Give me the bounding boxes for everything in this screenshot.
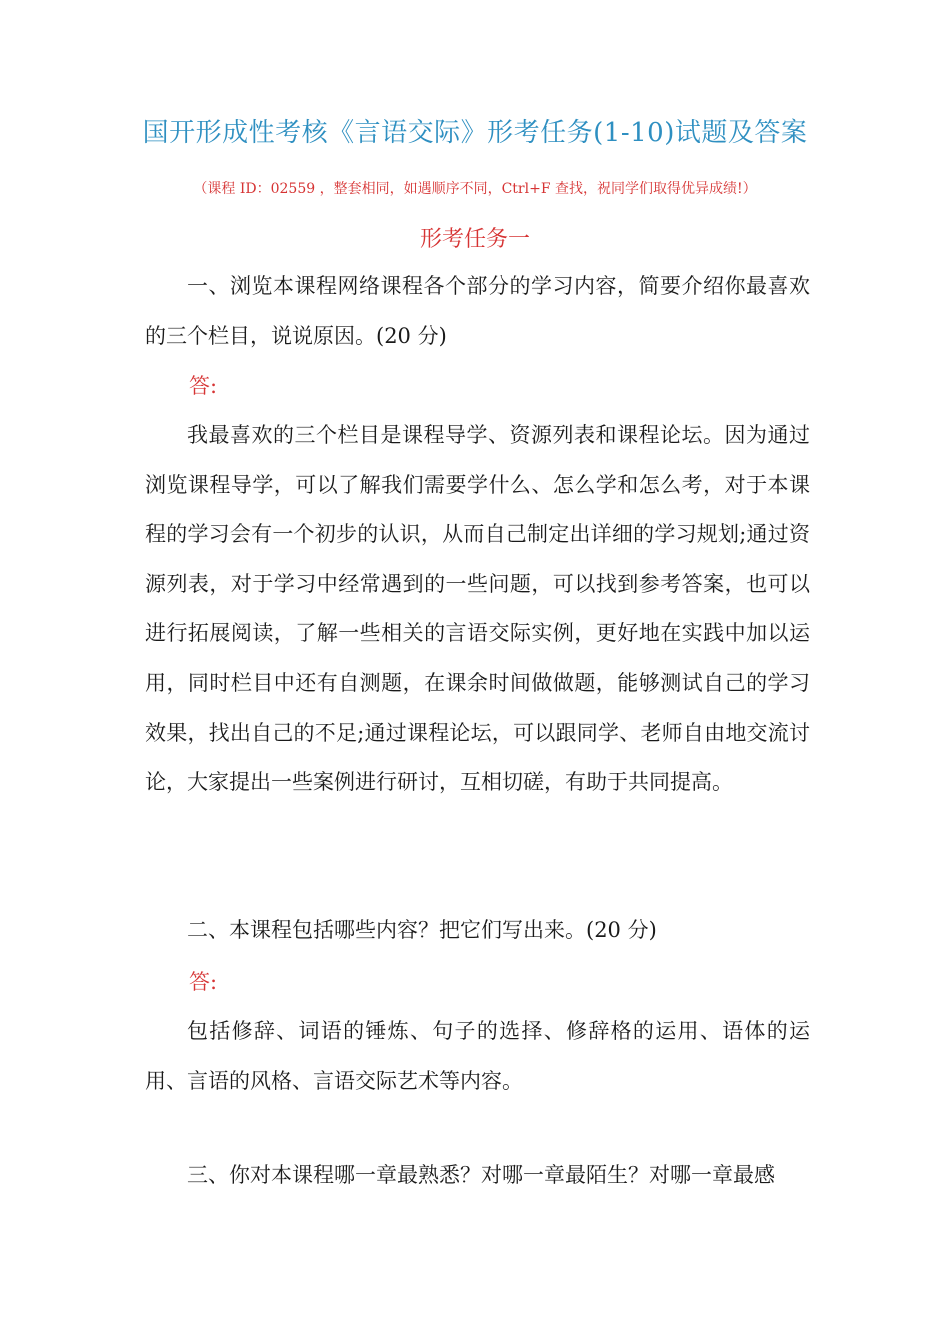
document-subtitle: （课程 ID：02559 ，整套相同，如遇顺序不同，Ctrl+F 查找，祝同学们取得优异成绩!）	[193, 181, 757, 197]
section-heading: 形考任务一	[419, 227, 530, 252]
question-3: 三、你对本课程哪一章最熟悉？对哪一章最陌生？对哪一章最感	[187, 1163, 775, 1187]
question-1: 一、浏览本课程网络课程各个部分的学习内容，简要介绍你最喜欢的三个栏目，说说原因。(20 分)	[145, 274, 810, 348]
answer-1: 我最喜欢的三个栏目是课程导学、资源列表和课程论坛。因为通过浏览课程导学，可以了解我们需要学什么、怎么学和怎么考，对于本课程的学习会有一个初步的认识，从而自己制定出详细的学习规划;通过资源列表，对于学习中经常遇到的一些问题，可以找到参考答案，也可以进行拓展阅读，了解一些相关的言语交际实例，更好地在实践中加以运用，同时栏目中还有自测题，在课余时间做做题，能够测试自己的学习效果，找出自己的不足;通过课程论坛，可以跟同学、老师自由地交流讨论，大家提出一些案例进行研讨，互相切磋，有助于共同提高。	[145, 423, 810, 795]
answer-label-1: 答:	[189, 374, 218, 398]
question-2: 二、本课程包括哪些内容？把它们写出来。(20 分)	[187, 918, 657, 942]
answer-label-2: 答:	[189, 970, 218, 994]
answer-2: 包括修辞、词语的锤炼、句子的选择、修辞格的运用、语体的运用、言语的风格、言语交际艺术等内容。	[145, 1019, 810, 1093]
document-title: 国开形成性考核《言语交际》形考任务(1-10)试题及答案	[142, 118, 808, 148]
